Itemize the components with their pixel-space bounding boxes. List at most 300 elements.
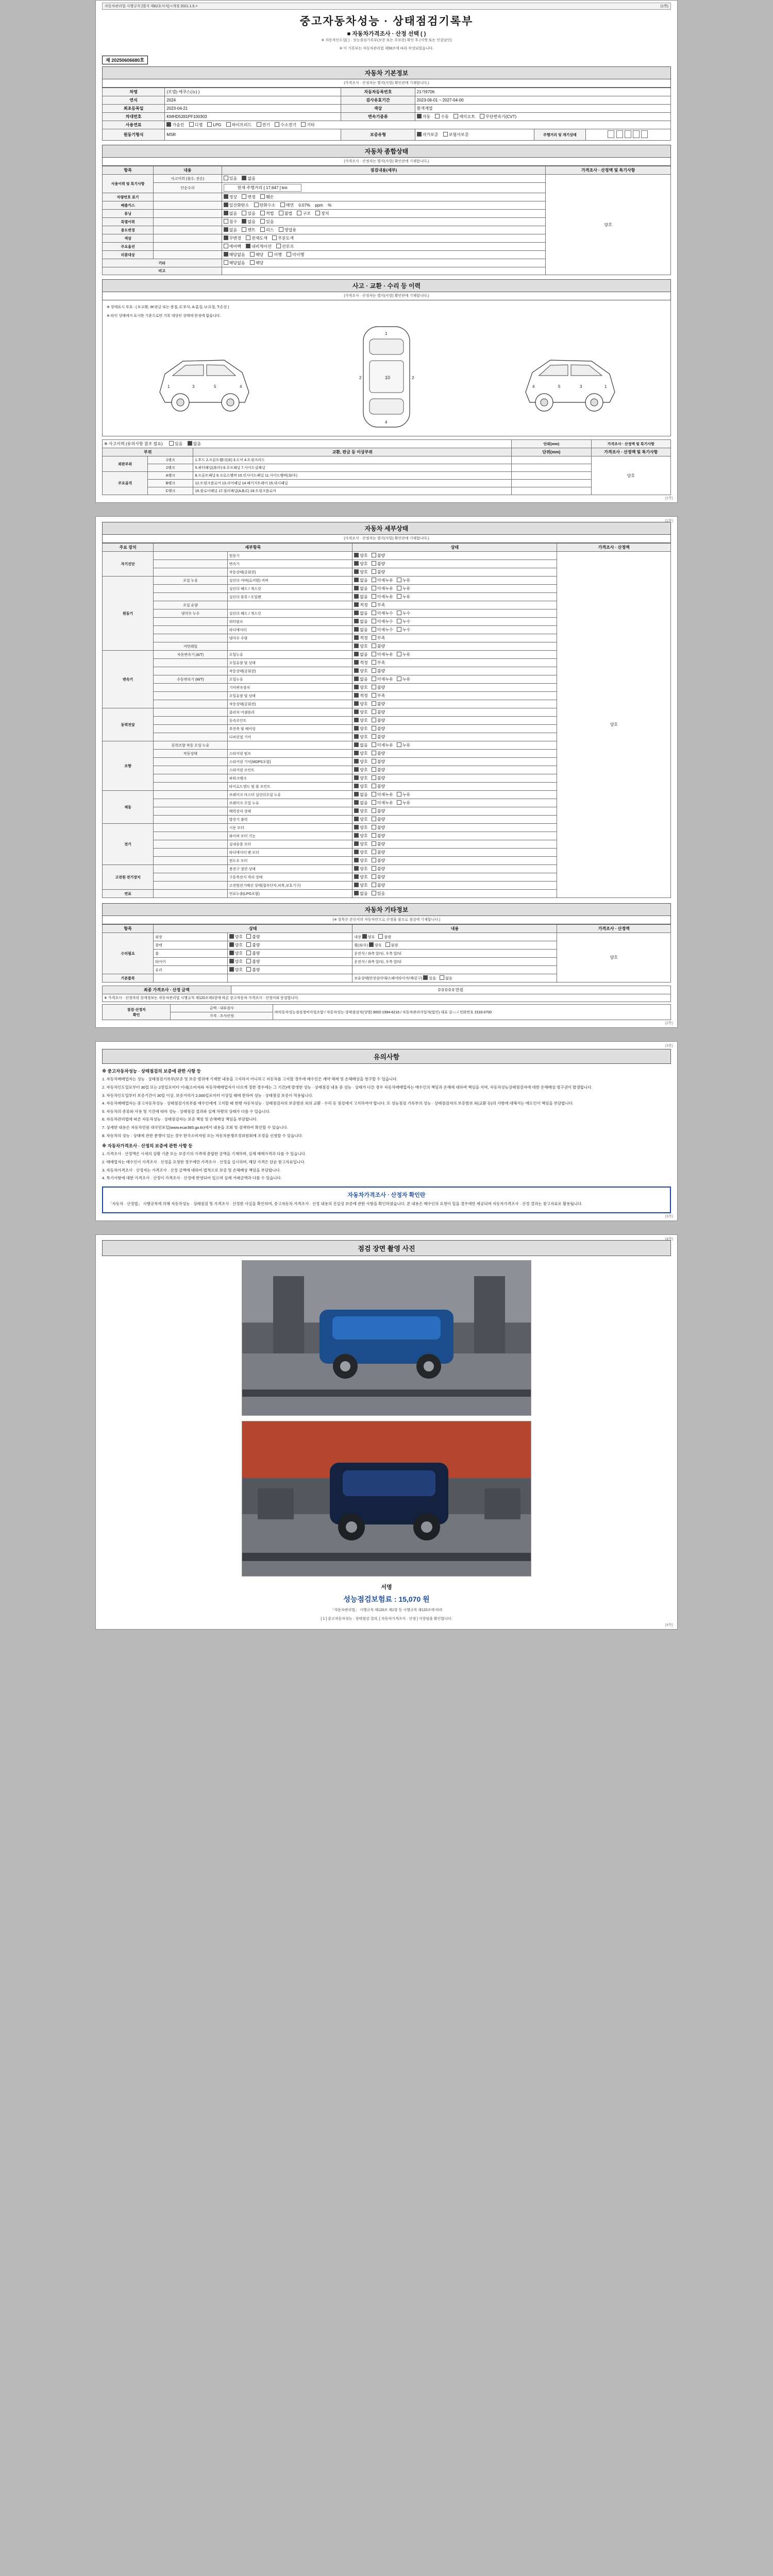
detail-4-5-opt-1[interactable]: 불량 [372,784,385,789]
detail-1-8-opt-0[interactable]: 양호 [354,643,367,649]
checkbox-icon[interactable] [354,751,359,755]
checkbox-icon[interactable] [229,967,234,972]
checkbox-icon[interactable] [354,742,359,747]
transmission-opt-2[interactable]: 세미오토 [453,114,475,120]
detail-2-0-opt-0[interactable]: 없음 [354,652,367,657]
detail-1-2-opt-2[interactable]: 누유 [397,594,410,600]
checkbox-icon[interactable] [276,244,281,248]
detail-3-1-opt-1[interactable]: 불량 [372,718,385,723]
fuel-opt-0[interactable]: 가솔린 [166,122,184,128]
checkbox-icon[interactable] [372,594,376,599]
detail-1-2-opt-0[interactable]: 없음 [354,594,367,600]
checkbox-icon[interactable] [443,132,448,137]
checkbox-icon[interactable] [354,874,359,879]
detail-2-4-opt-1[interactable]: 불량 [372,685,385,690]
detail-6-0-opt-1[interactable]: 불량 [372,825,385,831]
detail-2-6-opt-1[interactable]: 불량 [372,701,385,707]
checkbox-icon[interactable] [354,611,359,615]
checkbox-icon[interactable] [224,194,228,199]
checkbox-icon[interactable] [169,441,174,446]
detail-1-6-opt-1[interactable]: 미세누수 [372,627,393,633]
checkbox-icon[interactable] [246,934,251,939]
checkbox-icon[interactable] [242,227,246,232]
options-opt-1[interactable]: 내비게이션 [246,244,272,249]
color-opt-2[interactable]: 부분도색 [272,235,294,241]
detail-1-7-opt-0[interactable]: 적정 [354,635,367,641]
checkbox-icon[interactable] [354,800,359,805]
checkbox-icon[interactable] [354,602,359,607]
checkbox-icon[interactable] [260,211,265,215]
checkbox-icon[interactable] [354,569,359,574]
checkbox-icon[interactable] [354,627,359,632]
checkbox-icon[interactable] [246,235,250,240]
tuning-opt-0[interactable]: 없음 [224,211,237,216]
checkbox-icon[interactable] [372,775,376,780]
checkbox-icon[interactable] [372,668,376,673]
other-1-opt-1[interactable]: 불량 [246,942,260,948]
detail-2-3-opt-0[interactable]: 없음 [354,676,367,682]
checkbox-icon[interactable] [378,934,383,939]
checkbox-icon[interactable] [354,553,359,557]
checkbox-icon[interactable] [224,211,228,215]
detail-2-3-opt-2[interactable]: 누유 [397,676,410,682]
checkbox-icon[interactable] [354,825,359,829]
detail-3-3-opt-1[interactable]: 불량 [372,734,385,740]
detail-7-2-opt-1[interactable]: 불량 [372,883,385,888]
fuel-opt-6[interactable]: 기타 [301,122,314,128]
checkbox-icon[interactable] [372,709,376,714]
checkbox-icon[interactable] [224,219,228,224]
checkbox-icon[interactable] [372,569,376,574]
checkbox-icon[interactable] [397,578,401,582]
detail-4-4-opt-1[interactable]: 불량 [372,775,385,781]
detail-3-2-opt-0[interactable]: 양호 [354,726,367,732]
checkbox-icon[interactable] [372,660,376,665]
detail-1-0-opt-2[interactable]: 누유 [397,578,410,583]
transmission-opt-1[interactable]: 수동 [435,114,448,120]
fuel-opt-2[interactable]: LPG [207,122,221,127]
detail-6-1-opt-0[interactable]: 양호 [354,833,367,839]
checkbox-icon[interactable] [385,942,390,947]
special-opt-0[interactable]: 침수 [224,219,237,225]
accident-history-opt-1[interactable]: 없음 [188,441,201,447]
recall-opt-3[interactable]: 미이행 [287,252,304,258]
detail-1-1-opt-2[interactable]: 누유 [397,586,410,591]
checkbox-icon[interactable] [397,627,401,632]
detail-5-2-opt-1[interactable]: 불량 [372,808,385,814]
other-right-0-opt-1[interactable]: 불량 [378,934,391,940]
detail-2-5-opt-1[interactable]: 부족 [372,693,385,699]
checkbox-icon[interactable] [257,122,261,127]
other-right-5-opt-0[interactable]: 있음 [423,975,436,981]
checkbox-icon[interactable] [397,742,401,747]
checkbox-icon[interactable] [372,611,376,615]
detail-4-1-opt-0[interactable]: 양호 [354,751,367,756]
detail-4-0-opt-0[interactable]: 없음 [354,742,367,748]
detail-1-7-opt-1[interactable]: 부족 [372,635,385,641]
checkbox-icon[interactable] [275,122,279,127]
checkbox-icon[interactable] [229,951,234,955]
checkbox-icon[interactable] [354,652,359,656]
checkbox-icon[interactable] [354,619,359,623]
checkbox-icon[interactable] [372,561,376,566]
detail-1-4-opt-0[interactable]: 없음 [354,611,367,616]
checkbox-icon[interactable] [397,594,401,599]
color-opt-0[interactable]: 무변경 [224,235,241,241]
checkbox-icon[interactable] [246,951,251,955]
emission-opt-0[interactable]: 일산화탄소 [224,202,249,208]
fuel-opt-3[interactable]: 하이브리드 [226,122,252,128]
checkbox-icon[interactable] [242,219,246,224]
checkbox-icon[interactable] [397,611,401,615]
checkbox-icon[interactable] [226,122,231,127]
transmission-opt-3[interactable]: 무단변속기(CVT) [480,114,516,120]
fuel-opt-1[interactable]: 디젤 [189,122,203,128]
detail-5-0-opt-1[interactable]: 미세누유 [372,792,393,798]
checkbox-icon[interactable] [397,586,401,590]
detail-7-0-opt-0[interactable]: 양호 [354,866,367,872]
special-opt-2[interactable]: 있음 [260,219,274,225]
checkbox-icon[interactable] [354,841,359,846]
detail-5-1-opt-2[interactable]: 누유 [397,800,410,806]
checkbox-icon[interactable] [372,759,376,764]
detail-1-5-opt-0[interactable]: 없음 [354,619,367,624]
checkbox-icon[interactable] [480,114,484,118]
detail-5-1-opt-0[interactable]: 없음 [354,800,367,806]
detail-1-6-opt-0[interactable]: 없음 [354,627,367,633]
checkbox-icon[interactable] [354,561,359,566]
detail-7-1-opt-1[interactable]: 불량 [372,874,385,880]
detail-4-0-opt-1[interactable]: 미세누유 [372,742,393,748]
detail-1-8-opt-1[interactable]: 불량 [372,643,385,649]
checkbox-icon[interactable] [207,122,212,127]
checkbox-icon[interactable] [229,942,234,947]
detail-6-0-opt-0[interactable]: 양호 [354,825,367,831]
warranty-opt-1[interactable]: 보험사보증 [443,132,469,138]
detail-5-3-opt-0[interactable]: 양호 [354,817,367,822]
detail-2-1-opt-0[interactable]: 적정 [354,660,367,666]
accident-opt-1[interactable]: 없음 [242,176,255,181]
other-0-opt-1[interactable]: 불량 [246,934,260,940]
detail-6-3-opt-1[interactable]: 불량 [372,850,385,855]
checkbox-icon[interactable] [372,817,376,821]
detail-1-4-opt-2[interactable]: 누수 [397,611,410,616]
checkbox-icon[interactable] [224,202,228,207]
checkbox-icon[interactable] [372,883,376,887]
extra1-opt-0[interactable]: 해당없음 [224,260,245,266]
checkbox-icon[interactable] [372,841,376,846]
checkbox-icon[interactable] [372,858,376,862]
special-opt-1[interactable]: 없음 [242,219,255,225]
detail-1-4-opt-1[interactable]: 미세누수 [372,611,393,616]
checkbox-icon[interactable] [372,833,376,838]
accident-history-opt-0[interactable]: 있음 [169,441,182,447]
checkbox-icon[interactable] [166,122,171,127]
checkbox-icon[interactable] [372,726,376,731]
checkbox-icon[interactable] [250,260,255,265]
checkbox-icon[interactable] [189,122,194,127]
checkbox-icon[interactable] [354,578,359,582]
checkbox-icon[interactable] [246,942,251,947]
detail-1-3-opt-0[interactable]: 적정 [354,602,367,608]
checkbox-icon[interactable] [372,652,376,656]
detail-1-1-opt-0[interactable]: 없음 [354,586,367,591]
recall-opt-0[interactable]: 해당없음 [224,252,245,258]
checkbox-icon[interactable] [372,825,376,829]
plate-opt-2[interactable]: 훼손 [260,194,274,200]
detail-2-0-opt-1[interactable]: 미세누유 [372,652,393,657]
tuning-opt-5[interactable]: 장치 [315,211,329,216]
detail-1-2-opt-1[interactable]: 미세누유 [372,594,393,600]
transmission-opt-0[interactable]: 자동 [417,114,430,120]
detail-2-3-opt-1[interactable]: 미세누유 [372,676,393,682]
detail-0-1-opt-0[interactable]: 양호 [354,561,367,567]
detail-1-3-opt-1[interactable]: 부족 [372,602,385,608]
detail-1-0-opt-0[interactable]: 없음 [354,578,367,583]
checkbox-icon[interactable] [372,808,376,813]
detail-3-3-opt-0[interactable]: 양호 [354,734,367,740]
detail-0-0-opt-0[interactable]: 양호 [354,553,367,558]
options-opt-0[interactable]: 에어백 [224,244,241,249]
checkbox-icon[interactable] [435,114,440,118]
detail-4-3-opt-0[interactable]: 양호 [354,767,367,773]
checkbox-icon[interactable] [354,635,359,640]
checkbox-icon[interactable] [453,114,458,118]
checkbox-icon[interactable] [354,767,359,772]
checkbox-icon[interactable] [372,800,376,805]
checkbox-icon[interactable] [372,784,376,788]
checkbox-icon[interactable] [354,709,359,714]
checkbox-icon[interactable] [372,586,376,590]
usechange-opt-2[interactable]: 리스 [260,227,274,233]
checkbox-icon[interactable] [417,114,422,118]
checkbox-icon[interactable] [254,202,259,207]
detail-6-2-opt-0[interactable]: 양호 [354,841,367,847]
detail-2-5-opt-0[interactable]: 적정 [354,693,367,699]
detail-2-4-opt-0[interactable]: 양호 [354,685,367,690]
checkbox-icon[interactable] [224,235,228,240]
detail-2-0-opt-2[interactable]: 누유 [397,652,410,657]
detail-4-0-opt-2[interactable]: 누유 [397,742,410,748]
checkbox-icon[interactable] [372,701,376,706]
checkbox-icon[interactable] [354,701,359,706]
checkbox-icon[interactable] [417,132,422,137]
checkbox-icon[interactable] [224,252,228,257]
checkbox-icon[interactable] [372,693,376,698]
checkbox-icon[interactable] [224,244,228,248]
checkbox-icon[interactable] [372,792,376,796]
checkbox-icon[interactable] [397,652,401,656]
checkbox-icon[interactable] [372,874,376,879]
detail-4-5-opt-0[interactable]: 양호 [354,784,367,789]
detail-0-2-opt-0[interactable]: 양호 [354,569,367,575]
detail-1-6-opt-2[interactable]: 누수 [397,627,410,633]
checkbox-icon[interactable] [372,627,376,632]
checkbox-icon[interactable] [354,866,359,871]
checkbox-icon[interactable] [354,759,359,764]
checkbox-icon[interactable] [372,635,376,640]
detail-8-0-opt-0[interactable]: 없음 [354,891,367,896]
warranty-opt-0[interactable]: 자가보증 [417,132,439,138]
detail-1-1-opt-1[interactable]: 미세누유 [372,586,393,591]
checkbox-icon[interactable] [423,975,428,980]
checkbox-icon[interactable] [354,734,359,739]
other-0-opt-0[interactable]: 양호 [229,934,243,940]
accident-opt-0[interactable]: 있음 [224,176,237,181]
detail-3-1-opt-0[interactable]: 양호 [354,718,367,723]
checkbox-icon[interactable] [354,775,359,780]
tuning-opt-1[interactable]: 있음 [242,211,255,216]
checkbox-icon[interactable] [372,602,376,607]
detail-3-2-opt-1[interactable]: 불량 [372,726,385,732]
checkbox-icon[interactable] [242,194,246,199]
recall-opt-1[interactable]: 해당 [250,252,263,258]
checkbox-icon[interactable] [224,260,228,265]
checkbox-icon[interactable] [354,817,359,821]
checkbox-icon[interactable] [242,211,246,215]
checkbox-icon[interactable] [372,553,376,557]
other-4-opt-1[interactable]: 불량 [246,967,260,973]
detail-1-5-opt-1[interactable]: 미세누수 [372,619,393,624]
fuel-opt-4[interactable]: 전기 [257,122,270,128]
checkbox-icon[interactable] [372,767,376,772]
detail-4-2-opt-0[interactable]: 양호 [354,759,367,765]
detail-5-1-opt-1[interactable]: 미세누유 [372,800,393,806]
checkbox-icon[interactable] [397,676,401,681]
usechange-opt-0[interactable]: 없음 [224,227,237,233]
checkbox-icon[interactable] [354,685,359,689]
detail-3-0-opt-0[interactable]: 양호 [354,709,367,715]
checkbox-icon[interactable] [354,668,359,673]
tuning-opt-3[interactable]: 불법 [279,211,292,216]
detail-8-0-opt-1[interactable]: 있음 [372,891,385,896]
detail-2-1-opt-1[interactable]: 부족 [372,660,385,666]
checkbox-icon[interactable] [372,676,376,681]
checkbox-icon[interactable] [272,235,277,240]
usechange-opt-1[interactable]: 렌트 [242,227,255,233]
checkbox-icon[interactable] [242,176,246,180]
tuning-opt-4[interactable]: 구조 [297,211,310,216]
detail-4-3-opt-1[interactable]: 불량 [372,767,385,773]
color-opt-1[interactable]: 전체도색 [246,235,267,241]
other-right-5-opt-1[interactable]: 없음 [440,975,452,981]
checkbox-icon[interactable] [372,578,376,582]
emission-opt-1[interactable]: 탄화수소 [254,202,276,208]
detail-7-1-opt-0[interactable]: 양호 [354,874,367,880]
checkbox-icon[interactable] [268,252,273,257]
other-3-opt-1[interactable]: 불량 [246,959,260,964]
emission-opt-2[interactable]: 매연 [280,202,294,208]
checkbox-icon[interactable] [354,833,359,838]
checkbox-icon[interactable] [397,792,401,796]
extra1-opt-1[interactable]: 해당 [250,260,263,266]
checkbox-icon[interactable] [372,685,376,689]
detail-2-2-opt-0[interactable]: 양호 [354,668,367,674]
detail-2-2-opt-1[interactable]: 불량 [372,668,385,674]
checkbox-icon[interactable] [397,619,401,623]
detail-0-2-opt-1[interactable]: 불량 [372,569,385,575]
detail-4-1-opt-1[interactable]: 불량 [372,751,385,756]
detail-6-4-opt-1[interactable]: 불량 [372,858,385,863]
checkbox-icon[interactable] [354,883,359,887]
checkbox-icon[interactable] [280,202,285,207]
detail-5-2-opt-0[interactable]: 양호 [354,808,367,814]
checkbox-icon[interactable] [260,219,265,224]
checkbox-icon[interactable] [372,866,376,871]
detail-3-0-opt-1[interactable]: 불량 [372,709,385,715]
checkbox-icon[interactable] [260,194,265,199]
checkbox-icon[interactable] [372,751,376,755]
checkbox-icon[interactable] [354,784,359,788]
checkbox-icon[interactable] [372,891,376,895]
other-2-opt-0[interactable]: 양호 [229,951,243,956]
detail-6-2-opt-1[interactable]: 불량 [372,841,385,847]
detail-4-2-opt-1[interactable]: 불량 [372,759,385,765]
detail-6-4-opt-0[interactable]: 양호 [354,858,367,863]
checkbox-icon[interactable] [301,122,306,127]
checkbox-icon[interactable] [354,726,359,731]
checkbox-icon[interactable] [279,211,283,215]
checkbox-icon[interactable] [354,808,359,813]
checkbox-icon[interactable] [224,227,228,232]
tuning-opt-2[interactable]: 적법 [260,211,274,216]
other-right-1-opt-0[interactable]: 양호 [369,942,382,948]
detail-0-0-opt-1[interactable]: 불량 [372,553,385,558]
detail-4-4-opt-0[interactable]: 양호 [354,775,367,781]
checkbox-icon[interactable] [354,718,359,722]
checkbox-icon[interactable] [250,252,255,257]
detail-6-3-opt-0[interactable]: 양호 [354,850,367,855]
detail-5-0-opt-2[interactable]: 누유 [397,792,410,798]
checkbox-icon[interactable] [362,934,367,939]
checkbox-icon[interactable] [397,800,401,805]
detail-1-5-opt-2[interactable]: 누수 [397,619,410,624]
checkbox-icon[interactable] [354,676,359,681]
other-right-0-opt-0[interactable]: 양호 [362,934,375,940]
checkbox-icon[interactable] [354,891,359,895]
detail-7-0-opt-1[interactable]: 불량 [372,866,385,872]
other-1-opt-0[interactable]: 양호 [229,942,243,948]
checkbox-icon[interactable] [354,643,359,648]
plate-opt-0[interactable]: 정상 [224,194,237,200]
checkbox-icon[interactable] [354,586,359,590]
checkbox-icon[interactable] [354,693,359,698]
detail-6-1-opt-1[interactable]: 불량 [372,833,385,839]
checkbox-icon[interactable] [372,718,376,722]
checkbox-icon[interactable] [260,227,265,232]
checkbox-icon[interactable] [229,934,234,939]
usechange-opt-3[interactable]: 영업용 [279,227,296,233]
checkbox-icon[interactable] [188,441,192,446]
checkbox-icon[interactable] [229,959,234,963]
checkbox-icon[interactable] [354,660,359,665]
plate-opt-1[interactable]: 변경 [242,194,255,200]
checkbox-icon[interactable] [372,643,376,648]
checkbox-icon[interactable] [372,734,376,739]
checkbox-icon[interactable] [246,959,251,963]
detail-2-6-opt-0[interactable]: 양호 [354,701,367,707]
checkbox-icon[interactable] [372,619,376,623]
checkbox-icon[interactable] [372,742,376,747]
checkbox-icon[interactable] [287,252,291,257]
checkbox-icon[interactable] [354,858,359,862]
checkbox-icon[interactable] [224,176,228,180]
checkbox-icon[interactable] [369,942,374,947]
other-2-opt-1[interactable]: 불량 [246,951,260,956]
checkbox-icon[interactable] [246,967,251,972]
options-opt-2[interactable]: 선루프 [276,244,294,249]
detail-1-0-opt-1[interactable]: 미세누유 [372,578,393,583]
